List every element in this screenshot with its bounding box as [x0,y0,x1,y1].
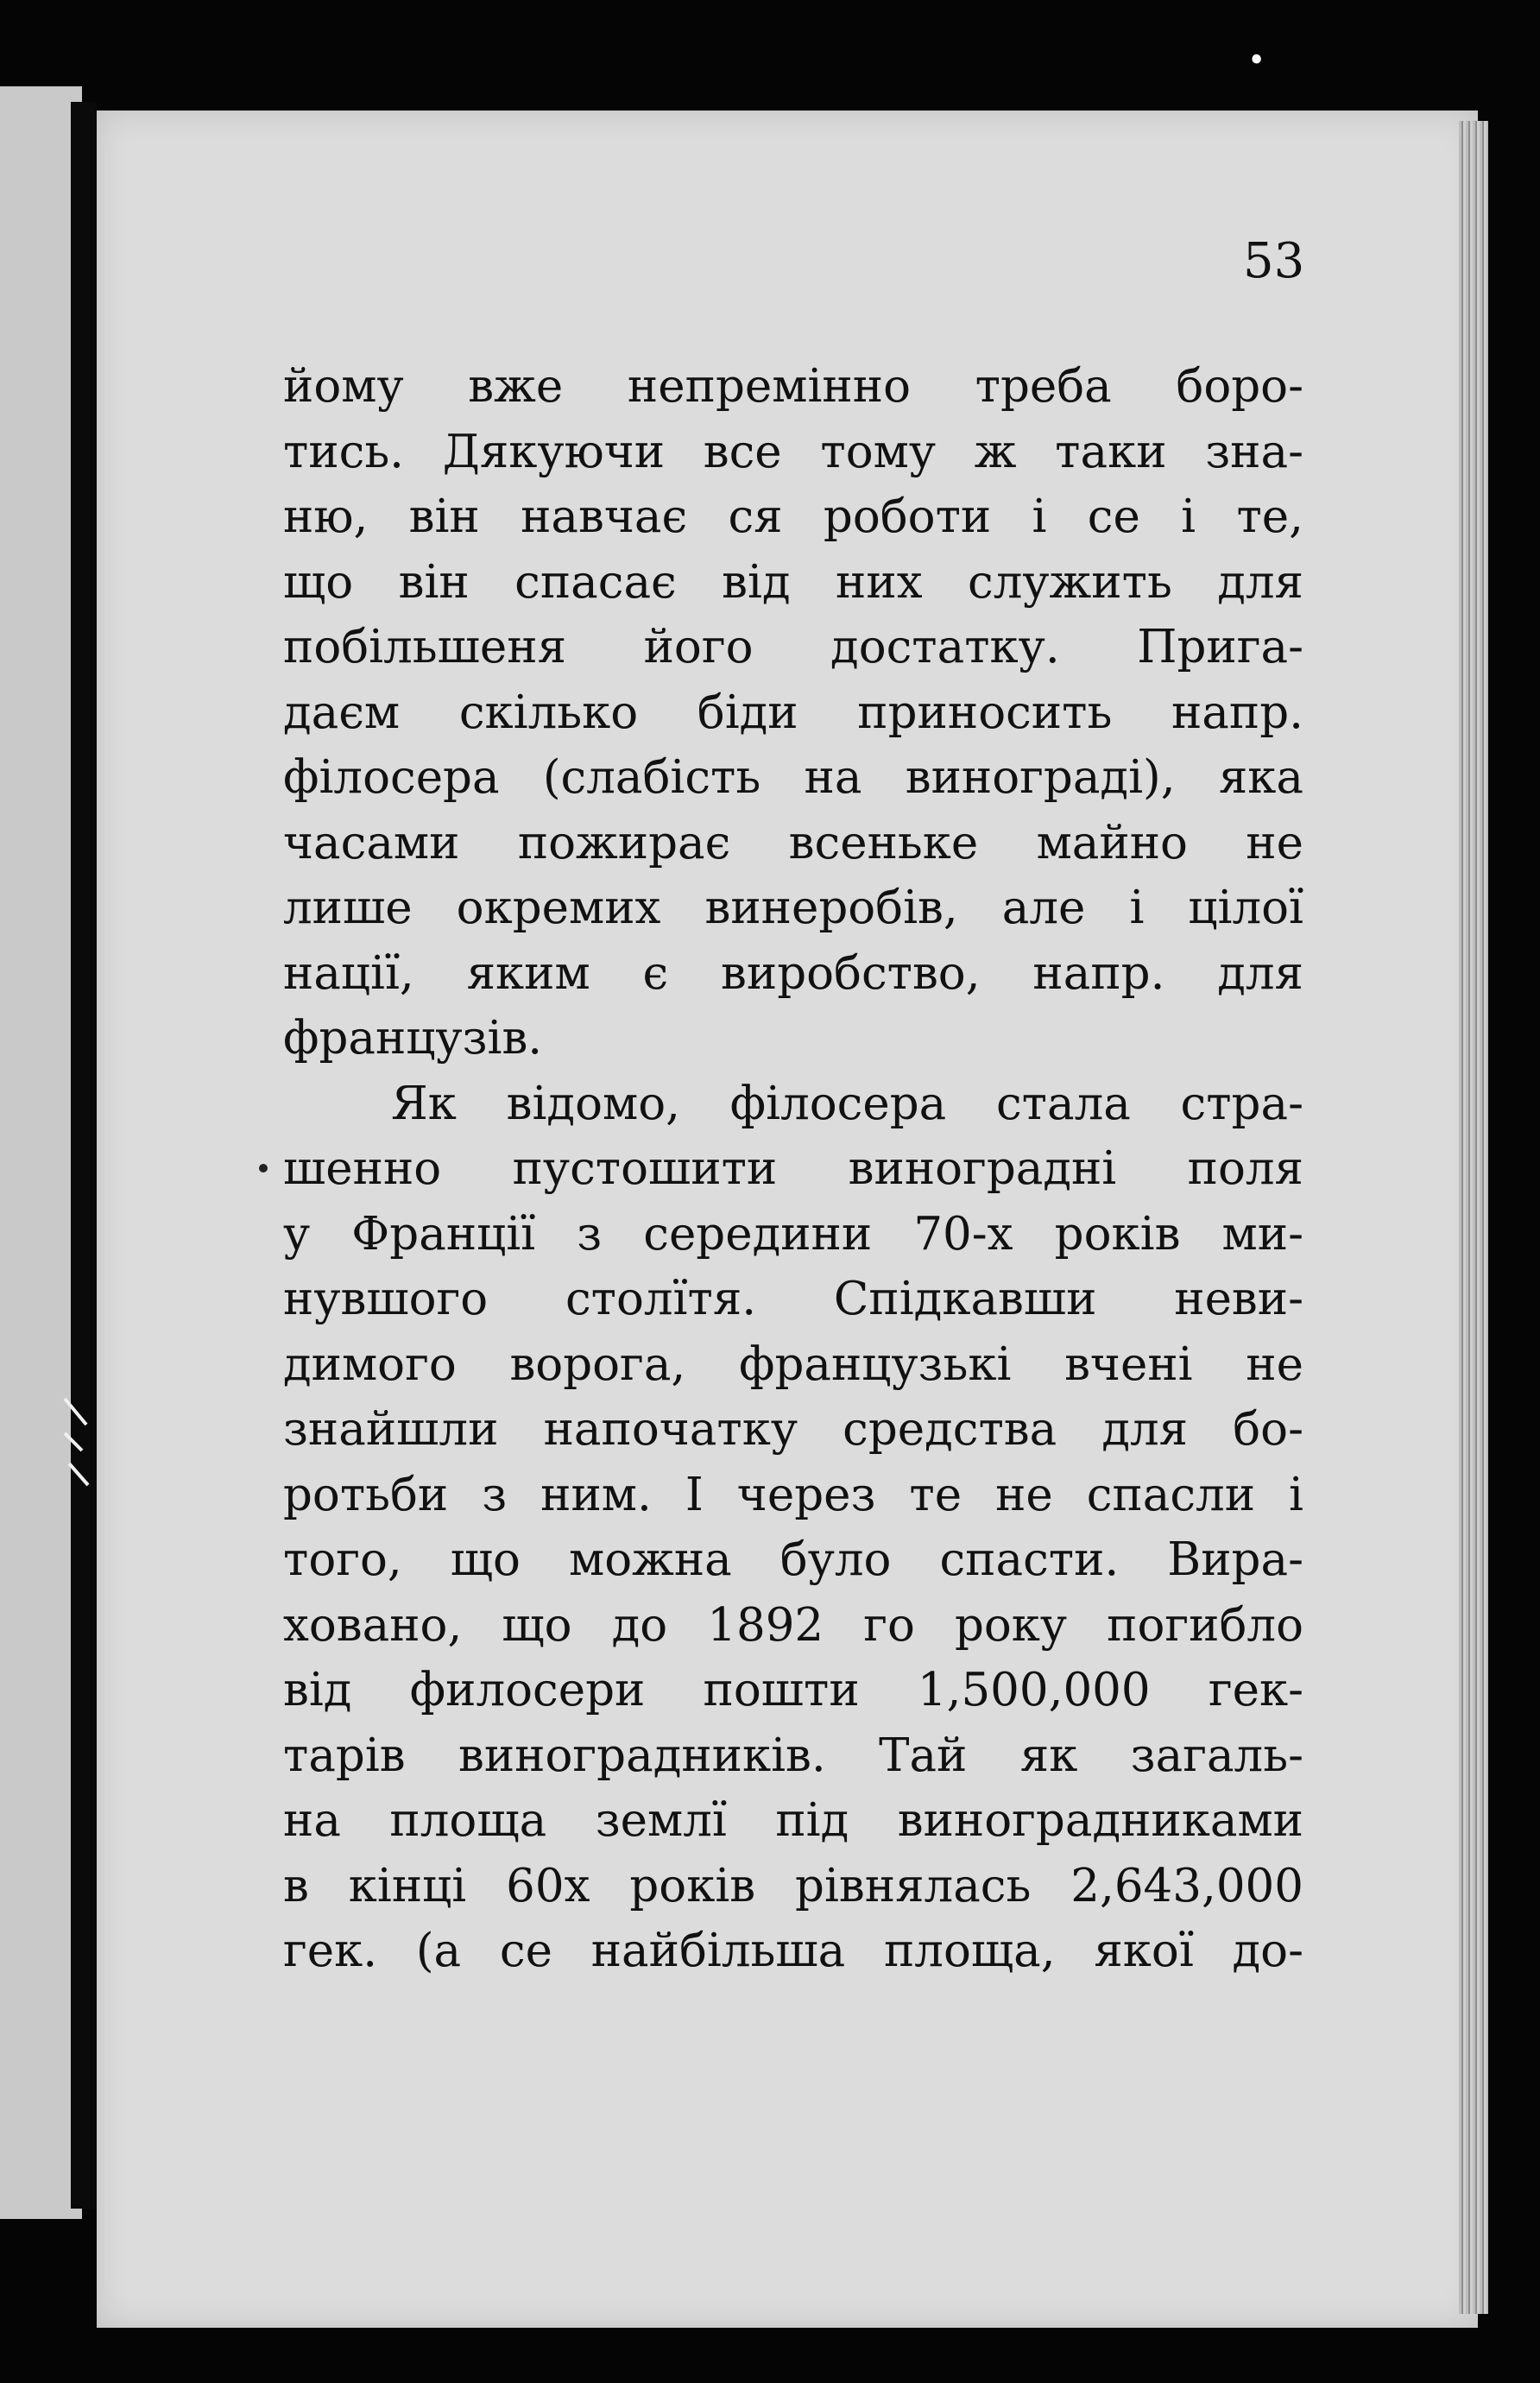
text-line: ховано, що до 1892 го року погибло [283,1598,1303,1652]
text-line: нувшого столїтя. Спідкавши неви- [283,1273,1303,1325]
body-text [283,354,1303,1984]
margin-dot [259,1164,268,1173]
text-line-paragraph-start: Як відомо, філосера стала стра- [391,1077,1303,1130]
text-line: тись. Дякуючи все тому ж таки зна- [283,425,1303,478]
text-line: на площа землї під виноградниками [283,1794,1303,1847]
text-line: у Франції з середини 70-х років ми- [283,1207,1303,1261]
page-stack-edge [1459,121,1488,2314]
text-line: даєм скілько біди приносить напр. [283,686,1303,739]
text-line-paragraph-end: французів. [283,1012,543,1065]
scan-artifact-marks [60,1390,95,1494]
text-line: шенно пустошити виноградні поля [283,1142,1303,1195]
text-line: ню, він навчає ся роботи і се і те, [283,490,1303,543]
text-line: знайшли напочатку средства для бо- [283,1403,1303,1456]
left-facing-page-edge [0,86,82,2219]
text-line: від филосери пошти 1,500,000 гек- [283,1664,1303,1716]
text-line: що він спасає від них служить для [283,555,1303,609]
book-gutter [71,102,97,2209]
text-line: тарів виноградників. Тай як загаль- [283,1729,1303,1782]
corner-mark: • [1247,43,1266,79]
text-line: гек. (а се найбільша площа, якої до- [283,1925,1303,1977]
text-line: часами пожирає всеньке майно не [283,816,1303,869]
text-line: в кінці 60х років рівнялась 2,643,000 [283,1859,1303,1912]
text-line: лише окремих винеробів, але і цілої [283,882,1303,934]
text-line: нації, яким є виробство, напр. для [283,946,1303,1000]
text-line: ротьби з ним. І через те не спасли і [283,1468,1303,1521]
text-line: філосера (слабість на винограді), яка [283,751,1303,804]
text-line: того, що можна було спасти. Вира- [283,1533,1303,1586]
page-number: 53 [1243,233,1305,289]
text-line: йому вже непремінно треба боро- [283,360,1303,413]
text-line: димого ворога, французькі вчені не [283,1337,1303,1391]
text-line: побільшеня його достатку. Прига- [283,621,1303,673]
